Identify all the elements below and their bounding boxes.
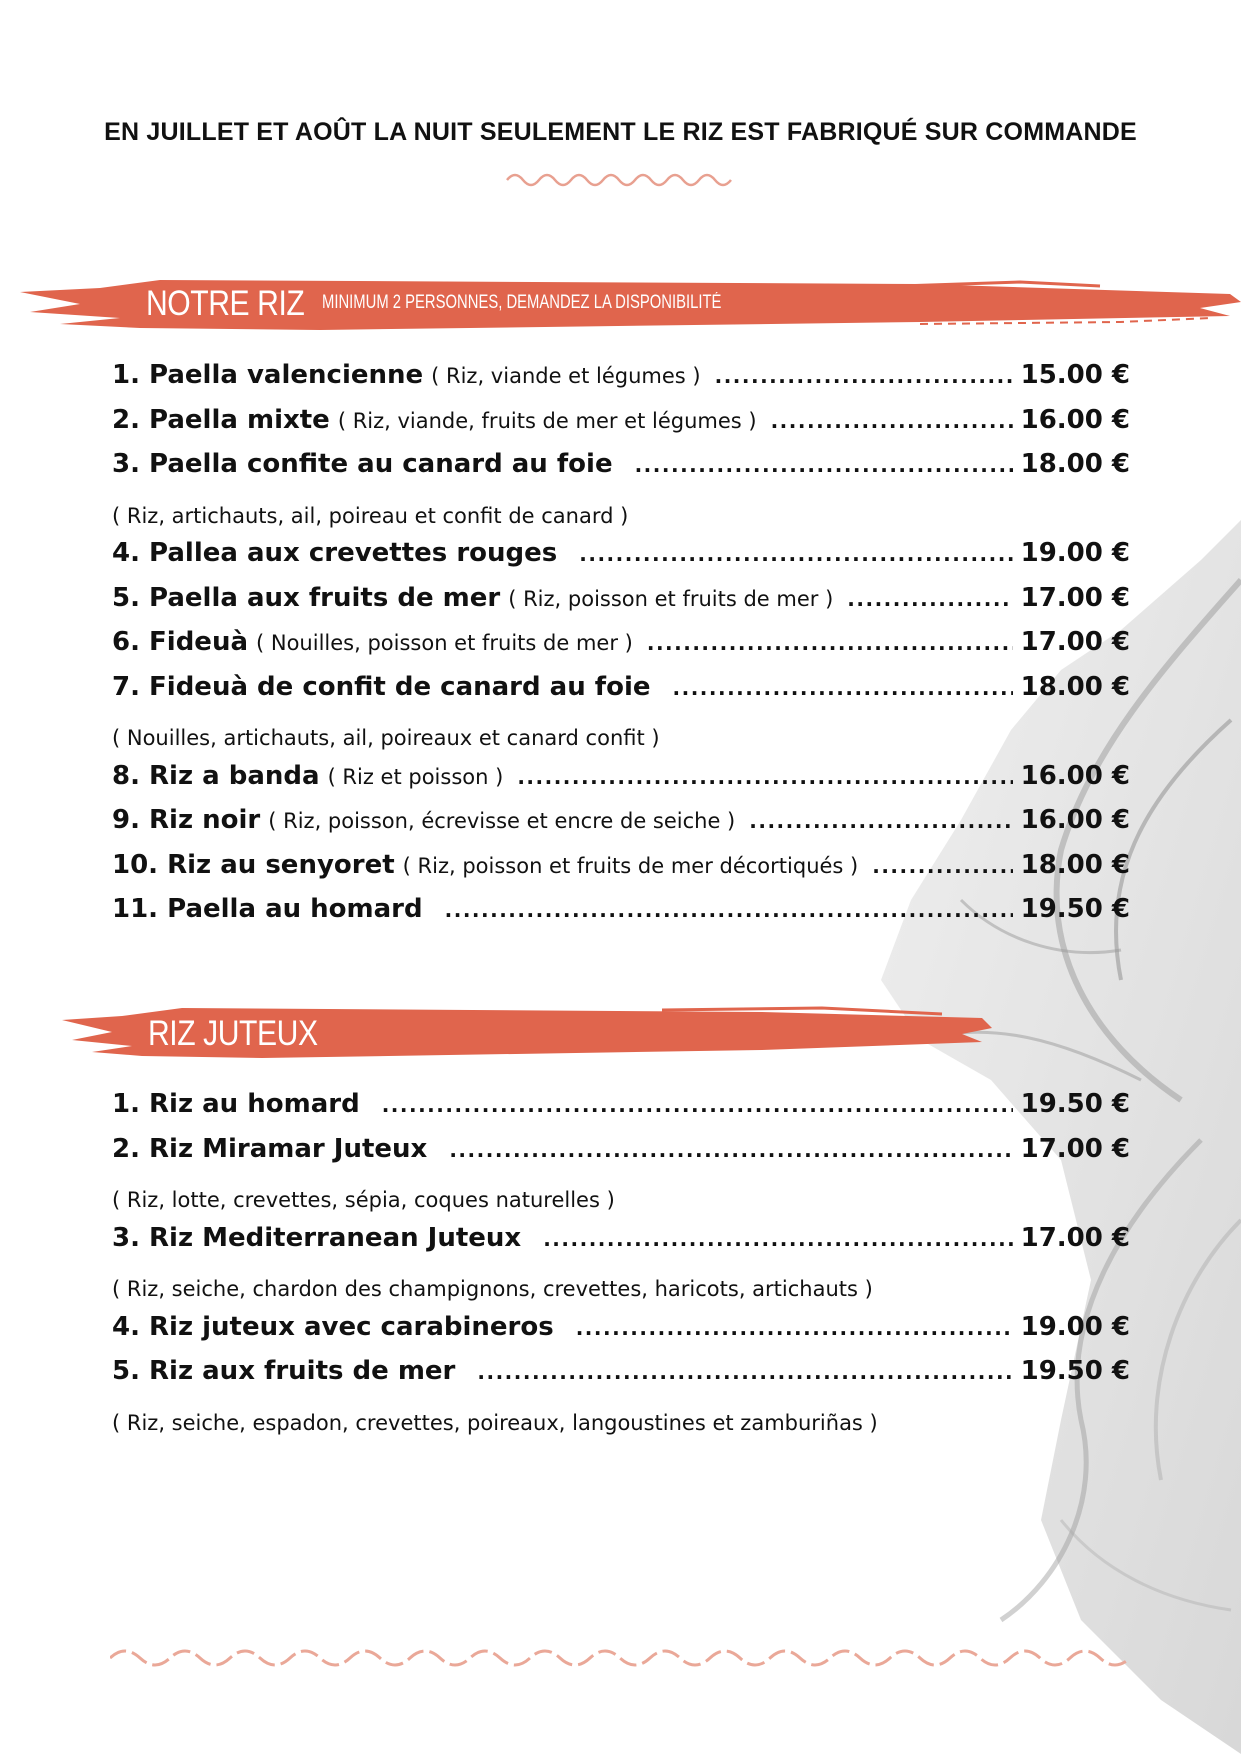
dot-leader: [749, 809, 1012, 833]
menu-item: [112, 405, 1130, 450]
item-name: 10. Riz au senyoret: [112, 849, 395, 880]
notice-text: EN JUILLET ET AOÛT LA NUIT SEULEMENT LE RIZ EST FABRIQUÉ SUR COMMANDE: [104, 118, 1137, 146]
item-desc: ( Riz, poisson et fruits de mer décortiqués ): [402, 853, 859, 878]
item-price: 17.00 €: [1020, 1133, 1130, 1164]
dot-leader: [635, 453, 1013, 477]
item-subdescription: ( Riz, artichauts, ail, poireau et confit de canard ): [112, 503, 629, 528]
item-name: 9. Riz noir: [112, 805, 261, 835]
item-subdescription: ( Riz, lotte, crevettes, sépia, coques naturelles ): [112, 1188, 615, 1212]
item-price: 18.00 €: [1020, 449, 1130, 479]
dot-leader: [872, 854, 1012, 878]
dot-leader: [382, 1093, 1013, 1117]
section-banner-riz-juteux: [62, 1002, 992, 1068]
menu-list-riz-juteux: [112, 1089, 1130, 1445]
section-title: RIZ JUTEUX: [148, 1014, 318, 1053]
menu-item: [112, 1223, 1130, 1268]
menu-item: [112, 627, 1130, 672]
item-price: 19.50 €: [1020, 1089, 1130, 1119]
menu-item: [112, 1356, 1130, 1401]
item-subdescription: ( Riz, seiche, chardon des champignons, crevettes, haricots, artichauts ): [112, 1277, 873, 1301]
menu-item: [112, 1089, 1130, 1134]
item-price: 17.00 €: [1020, 582, 1130, 613]
dot-leader: [647, 631, 1013, 655]
wave-ornament-icon: [505, 168, 735, 190]
item-name: 3. Riz Mediterranean Juteux: [112, 1222, 522, 1253]
menu-item: [112, 1134, 1130, 1179]
menu-item: [112, 538, 1130, 583]
section-title: NOTRE RIZ: [146, 284, 305, 323]
item-price: 16.00 €: [1020, 760, 1130, 791]
item-price: 16.00 €: [1020, 805, 1130, 835]
menu-item: [112, 360, 1130, 405]
item-desc: ( Riz, viande et légumes ): [431, 364, 701, 388]
item-desc: ( Riz, poisson, écrevisse et encre de seiche ): [268, 809, 736, 833]
menu-item: [112, 850, 1130, 895]
wave-ornament-footer-icon: [110, 1640, 1130, 1674]
dot-leader: [445, 898, 1013, 922]
item-name: 4. Pallea aux crevettes rouges: [112, 538, 558, 568]
item-name: 7. Fideuà de confit de canard au foie: [112, 671, 651, 702]
menu-item: [112, 805, 1130, 850]
menu-item: [112, 894, 1130, 939]
section-banner-notre-riz: [20, 272, 1241, 338]
item-desc: ( Riz, poisson et fruits de mer ): [508, 586, 834, 611]
item-price: 17.00 €: [1020, 1222, 1130, 1253]
item-name: 2. Paella mixte: [112, 404, 330, 435]
item-price: 19.00 €: [1020, 1311, 1130, 1342]
item-price: 19.50 €: [1020, 894, 1130, 924]
menu-item: [112, 1312, 1130, 1357]
item-price: 19.50 €: [1020, 1356, 1130, 1386]
item-name: 3. Paella confite au canard au foie: [112, 449, 613, 479]
item-price: 17.00 €: [1020, 627, 1130, 657]
item-name: 5. Paella aux fruits de mer: [112, 582, 501, 613]
item-desc: ( Riz et poisson ): [327, 764, 504, 789]
item-desc: ( Riz, viande, fruits de mer et légumes ): [337, 408, 757, 433]
dot-leader: [579, 542, 1012, 566]
dot-leader: [477, 1360, 1012, 1384]
dot-leader: [771, 409, 1013, 433]
dot-leader: [715, 364, 1013, 388]
item-price: 15.00 €: [1020, 360, 1130, 390]
dot-leader: [517, 765, 1012, 789]
dot-leader: [576, 1316, 1013, 1340]
dot-leader: [543, 1227, 1012, 1251]
item-name: 6. Fideuà: [112, 627, 248, 657]
item-price: 19.00 €: [1020, 538, 1130, 568]
item-name: 2. Riz Miramar Juteux: [112, 1133, 428, 1164]
menu-item: [112, 672, 1130, 717]
menu-item: [112, 449, 1130, 494]
item-subdescription: ( Nouilles, artichauts, ail, poireaux et canard confit ): [112, 726, 660, 750]
item-name: 1. Paella valencienne: [112, 360, 424, 390]
item-subdescription: ( Riz, seiche, espadon, crevettes, poireaux, langoustines et zamburiñas ): [112, 1410, 878, 1435]
item-name: 11. Paella au homard: [112, 894, 423, 924]
item-name: 8. Riz a banda: [112, 760, 320, 791]
item-price: 16.00 €: [1020, 404, 1130, 435]
item-price: 18.00 €: [1020, 849, 1130, 880]
menu-list-notre-riz: [112, 360, 1130, 939]
item-name: 1. Riz au homard: [112, 1089, 360, 1119]
section-subtitle: MINIMUM 2 PERSONNES, DEMANDEZ LA DISPONIBILITÉ: [322, 292, 722, 313]
dot-leader: [449, 1138, 1012, 1162]
dot-leader: [847, 587, 1012, 611]
menu-item: [112, 761, 1130, 806]
item-price: 18.00 €: [1020, 671, 1130, 702]
menu-item: [112, 583, 1130, 628]
item-name: 4. Riz juteux avec carabineros: [112, 1311, 554, 1342]
item-name: 5. Riz aux fruits de mer: [112, 1356, 456, 1386]
dot-leader: [673, 676, 1013, 700]
item-desc: ( Nouilles, poisson et fruits de mer ): [256, 631, 633, 655]
